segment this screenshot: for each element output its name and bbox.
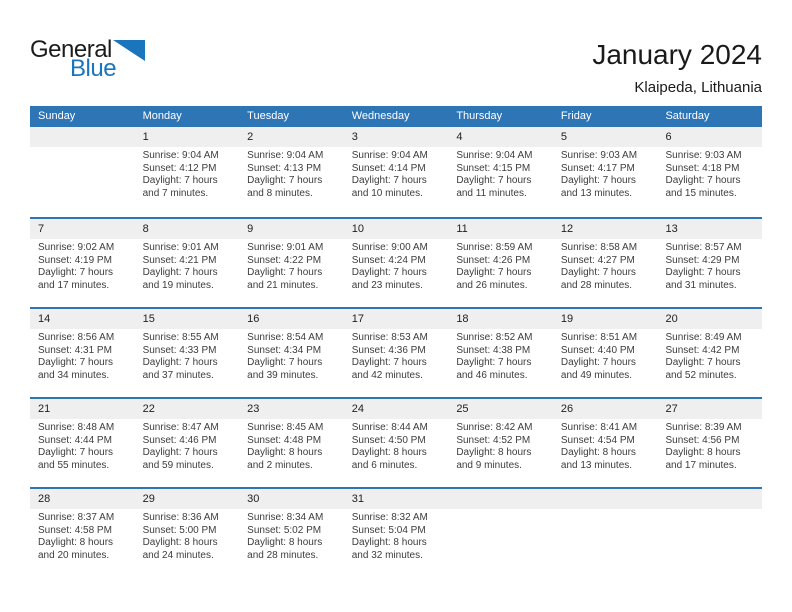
day-number [30,127,135,147]
day-detail-line: Sunrise: 8:51 AM [560,332,638,343]
general-blue-logo [30,38,145,81]
day-cell-13 [657,219,762,307]
day-detail-line: Sunrise: 8:41 AM [560,422,638,433]
day-number: 7 [30,219,135,239]
day-cell-22 [135,399,240,487]
day-cell-1 [135,127,240,217]
day-detail-line: Sunrise: 9:03 AM [560,150,638,161]
day-details [30,239,135,292]
logo-text-blue: Blue [70,55,117,82]
day-detail-line: Sunrise: 9:04 AM [351,150,428,161]
day-details [657,419,762,472]
day-number [657,489,762,509]
day-number: 24 [344,399,449,419]
day-detail-line: and 26 minutes. [456,279,528,291]
day-detail-line: Daylight: 8 hours [560,447,636,458]
day-cell-19 [553,309,658,397]
day-details [344,419,449,472]
title-block [592,40,762,96]
day-number: 17 [344,309,449,329]
day-details [657,509,762,512]
day-cell-24 [344,399,449,487]
day-detail-line: Sunrise: 8:59 AM [456,242,533,253]
day-detail-line: and 11 minutes. [456,187,527,199]
day-number: 5 [553,127,658,147]
day-detail-line: Sunset: 4:56 PM [665,434,740,446]
day-cell-6 [657,127,762,217]
day-number [448,489,553,509]
day-detail-line: Sunrise: 8:36 AM [142,512,219,523]
day-details [344,239,449,292]
day-detail-line: and 31 minutes. [665,279,737,291]
day-cell-31 [344,489,449,577]
day-detail-line: Sunset: 4:33 PM [142,344,217,356]
day-number: 13 [657,219,762,239]
day-detail-line: Sunset: 4:12 PM [142,162,217,174]
day-detail-line: Sunrise: 8:53 AM [351,332,428,343]
day-detail-line: Daylight: 7 hours [142,357,218,368]
day-cell-21 [30,399,135,487]
location-subtitle: Klaipeda, Lithuania [634,79,762,96]
day-detail-line: Sunset: 4:38 PM [456,344,531,356]
day-number: 12 [553,219,658,239]
day-detail-line: and 7 minutes. [142,187,209,199]
day-detail-line: Sunset: 5:00 PM [142,524,217,536]
day-detail-line: Daylight: 7 hours [560,357,636,368]
day-detail-line: and 39 minutes. [247,369,319,381]
day-header-3: Wednesday [351,110,410,122]
day-details [344,147,449,200]
day-detail-line: Sunrise: 9:01 AM [247,242,324,253]
day-detail-line: Daylight: 7 hours [665,175,741,186]
day-details [239,419,344,472]
day-detail-line: Daylight: 7 hours [665,357,741,368]
day-number: 1 [135,127,240,147]
day-detail-line: Sunrise: 9:04 AM [456,150,533,161]
day-detail-line: Daylight: 8 hours [665,447,741,458]
day-detail-line: Sunset: 4:31 PM [38,344,112,356]
day-detail-line: and 9 minutes. [456,459,522,471]
day-detail-line: Daylight: 8 hours [351,447,427,458]
day-number: 27 [657,399,762,419]
day-detail-line: Sunset: 4:44 PM [38,434,112,446]
day-detail-line: Sunset: 4:17 PM [560,162,635,174]
day-detail-line: Sunrise: 9:02 AM [38,242,115,253]
day-details [30,419,135,472]
day-number: 6 [657,127,762,147]
day-detail-line: Sunrise: 8:54 AM [247,332,324,343]
day-detail-line: Sunset: 4:24 PM [351,254,426,266]
day-detail-line: Sunrise: 8:48 AM [38,422,115,433]
day-detail-line: Sunset: 4:18 PM [665,162,740,174]
day-detail-line: Sunrise: 8:47 AM [142,422,219,433]
day-number: 28 [30,489,135,509]
day-details [30,329,135,382]
day-detail-line: Sunrise: 9:04 AM [142,150,219,161]
day-number: 23 [239,399,344,419]
day-detail-line: and 13 minutes. [560,459,633,471]
day-detail-line: Sunset: 4:46 PM [142,434,217,446]
day-details [657,239,762,292]
day-detail-line: Daylight: 7 hours [142,175,218,186]
day-detail-line: Sunset: 4:29 PM [665,254,740,266]
day-cell-28 [30,489,135,577]
day-detail-line: Sunrise: 8:58 AM [560,242,638,253]
day-number: 22 [135,399,240,419]
day-details [344,509,449,562]
day-detail-line: Sunrise: 9:00 AM [351,242,428,253]
day-number: 29 [135,489,240,509]
day-cell-5 [553,127,658,217]
day-detail-line: Sunset: 4:14 PM [351,162,426,174]
day-detail-line: and 8 minutes. [247,187,313,199]
day-detail-line: Daylight: 7 hours [247,175,323,186]
day-details [135,329,240,382]
day-detail-line: Daylight: 8 hours [38,537,114,548]
day-detail-line: and 34 minutes. [38,369,110,381]
day-detail-line: Daylight: 7 hours [351,267,427,278]
day-detail-line: Daylight: 7 hours [456,357,532,368]
day-detail-line: and 59 minutes. [142,459,214,471]
day-detail-line: Daylight: 8 hours [456,447,532,458]
day-detail-line: and 2 minutes. [247,459,313,471]
day-details [553,509,658,512]
day-number: 15 [135,309,240,329]
day-header-5: Friday [560,110,592,122]
week-row-0 [30,127,762,217]
day-number: 8 [135,219,240,239]
day-cell-27 [657,399,762,487]
day-header-1: Monday [142,110,182,122]
day-detail-line: and 6 minutes. [351,459,418,471]
day-detail-line: Sunset: 4:34 PM [247,344,322,356]
day-detail-line: Sunrise: 8:52 AM [456,332,533,343]
day-detail-line: and 20 minutes. [38,549,110,561]
day-header-0: Sunday [38,110,76,122]
day-cell-7 [30,219,135,307]
page-header [0,0,792,96]
day-number: 30 [239,489,344,509]
month-title: January 2024 [592,39,762,70]
day-detail-line: Sunset: 4:42 PM [665,344,740,356]
day-detail-line: Sunset: 4:15 PM [456,162,531,174]
day-detail-line: Daylight: 7 hours [560,267,636,278]
day-detail-line: and 17 minutes. [665,459,737,471]
day-detail-line: Daylight: 7 hours [142,447,218,458]
day-number: 14 [30,309,135,329]
day-cell-15 [135,309,240,397]
weeks-container [30,127,762,577]
day-detail-line: and 10 minutes. [351,187,423,199]
day-cell-17 [344,309,449,397]
day-number: 26 [553,399,658,419]
day-details [239,509,344,562]
day-header-6: Saturday [665,110,710,122]
day-header-2: Tuesday [247,110,289,122]
day-detail-line: and 49 minutes. [560,369,633,381]
day-cell-20 [657,309,762,397]
day-number: 9 [239,219,344,239]
day-detail-line: Sunset: 4:50 PM [351,434,426,446]
day-details [657,329,762,382]
day-detail-line: Daylight: 8 hours [142,537,218,548]
day-cell-12 [553,219,658,307]
day-detail-line: Sunrise: 8:45 AM [247,422,324,433]
day-number: 25 [448,399,553,419]
day-detail-line: and 37 minutes. [142,369,214,381]
day-details [135,509,240,562]
day-detail-line: Daylight: 7 hours [142,267,218,278]
calendar-table [30,106,762,577]
day-cell-30 [239,489,344,577]
week-row-3 [30,397,762,487]
day-details [448,419,553,472]
day-detail-line: Daylight: 7 hours [38,357,114,368]
day-cell-4 [448,127,553,217]
day-detail-line: Sunset: 4:36 PM [351,344,426,356]
day-detail-line: Sunset: 5:02 PM [247,524,322,536]
day-cell-25 [448,399,553,487]
day-detail-line: Sunset: 4:58 PM [38,524,112,536]
day-detail-line: Daylight: 7 hours [560,175,636,186]
day-detail-line: Daylight: 7 hours [247,267,323,278]
day-details [344,329,449,382]
day-cell-3 [344,127,449,217]
day-detail-line: Sunset: 4:40 PM [560,344,635,356]
day-detail-line: Daylight: 8 hours [247,447,323,458]
day-detail-line: Sunset: 4:21 PM [142,254,217,266]
day-details [448,329,553,382]
day-detail-line: Daylight: 8 hours [351,537,427,548]
day-cell-8 [135,219,240,307]
day-details [553,239,658,292]
day-detail-line: Sunset: 5:04 PM [351,524,426,536]
day-cell-18 [448,309,553,397]
day-details [135,147,240,200]
day-cell-14 [30,309,135,397]
day-header-row [30,106,762,127]
day-number: 19 [553,309,658,329]
day-detail-line: Sunrise: 9:04 AM [247,150,324,161]
day-cell-23 [239,399,344,487]
day-detail-line: Sunrise: 8:44 AM [351,422,428,433]
day-number: 11 [448,219,553,239]
day-detail-line: Sunrise: 8:37 AM [38,512,115,523]
day-detail-line: and 19 minutes. [142,279,214,291]
day-detail-line: and 23 minutes. [351,279,423,291]
day-detail-line: Sunrise: 8:32 AM [351,512,428,523]
day-detail-line: and 15 minutes. [665,187,737,199]
day-detail-line: Daylight: 7 hours [456,267,532,278]
day-details [553,329,658,382]
day-cell-10 [344,219,449,307]
day-detail-line: and 28 minutes. [247,549,319,561]
day-detail-line: Sunrise: 8:57 AM [665,242,742,253]
day-cell-empty [657,489,762,577]
day-detail-line: and 52 minutes. [665,369,737,381]
week-row-4 [30,487,762,577]
day-number: 31 [344,489,449,509]
day-details [448,239,553,292]
day-cell-empty [448,489,553,577]
day-detail-line: Daylight: 7 hours [456,175,532,186]
day-detail-line: and 17 minutes. [38,279,110,291]
day-detail-line: Daylight: 7 hours [38,447,114,458]
day-detail-line: Sunrise: 8:42 AM [456,422,533,433]
day-number: 10 [344,219,449,239]
logo-text-general: General [30,36,112,63]
day-detail-line: Sunrise: 8:34 AM [247,512,324,523]
day-detail-line: Sunrise: 9:03 AM [665,150,742,161]
day-cell-29 [135,489,240,577]
day-details [239,239,344,292]
day-detail-line: Sunrise: 8:56 AM [38,332,115,343]
day-detail-line: and 21 minutes. [247,279,319,291]
day-details [135,419,240,472]
day-detail-line: Daylight: 7 hours [351,357,427,368]
day-detail-line: Sunset: 4:26 PM [456,254,531,266]
day-detail-line: Sunset: 4:19 PM [38,254,112,266]
day-number: 21 [30,399,135,419]
day-detail-line: and 24 minutes. [142,549,214,561]
day-cell-2 [239,127,344,217]
day-detail-line: and 32 minutes. [351,549,423,561]
day-number: 18 [448,309,553,329]
day-detail-line: Daylight: 7 hours [351,175,427,186]
day-cell-26 [553,399,658,487]
day-detail-line: and 13 minutes. [560,187,633,199]
day-number: 4 [448,127,553,147]
day-number: 16 [239,309,344,329]
week-row-2 [30,307,762,397]
day-number: 3 [344,127,449,147]
day-number [553,489,658,509]
day-details [657,147,762,200]
day-details [448,509,553,512]
day-detail-line: Sunset: 4:13 PM [247,162,322,174]
week-row-1 [30,217,762,307]
day-detail-line: and 46 minutes. [456,369,528,381]
day-details [553,147,658,200]
day-detail-line: and 42 minutes. [351,369,423,381]
day-cell-empty [553,489,658,577]
day-cell-9 [239,219,344,307]
day-detail-line: Sunrise: 8:39 AM [665,422,742,433]
day-detail-line: Sunrise: 9:01 AM [142,242,219,253]
day-cell-16 [239,309,344,397]
day-details [553,419,658,472]
logo-triangle-icon [113,40,145,61]
day-details [30,147,135,150]
day-details [448,147,553,200]
day-detail-line: and 28 minutes. [560,279,633,291]
day-number: 2 [239,127,344,147]
day-header-4: Thursday [456,110,503,122]
day-number: 20 [657,309,762,329]
day-details [135,239,240,292]
day-detail-line: Daylight: 8 hours [247,537,323,548]
day-detail-line: Sunset: 4:27 PM [560,254,635,266]
day-detail-line: Sunset: 4:52 PM [456,434,531,446]
day-detail-line: Sunrise: 8:55 AM [142,332,219,343]
day-details [30,509,135,562]
day-cell-11 [448,219,553,307]
day-detail-line: Daylight: 7 hours [38,267,114,278]
day-detail-line: Daylight: 7 hours [665,267,741,278]
day-details [239,147,344,200]
day-detail-line: Sunrise: 8:49 AM [665,332,742,343]
day-detail-line: Sunset: 4:48 PM [247,434,322,446]
day-details [239,329,344,382]
day-cell-empty [30,127,135,217]
day-detail-line: and 55 minutes. [38,459,110,471]
day-detail-line: Daylight: 7 hours [247,357,323,368]
day-detail-line: Sunset: 4:54 PM [560,434,635,446]
day-detail-line: Sunset: 4:22 PM [247,254,322,266]
